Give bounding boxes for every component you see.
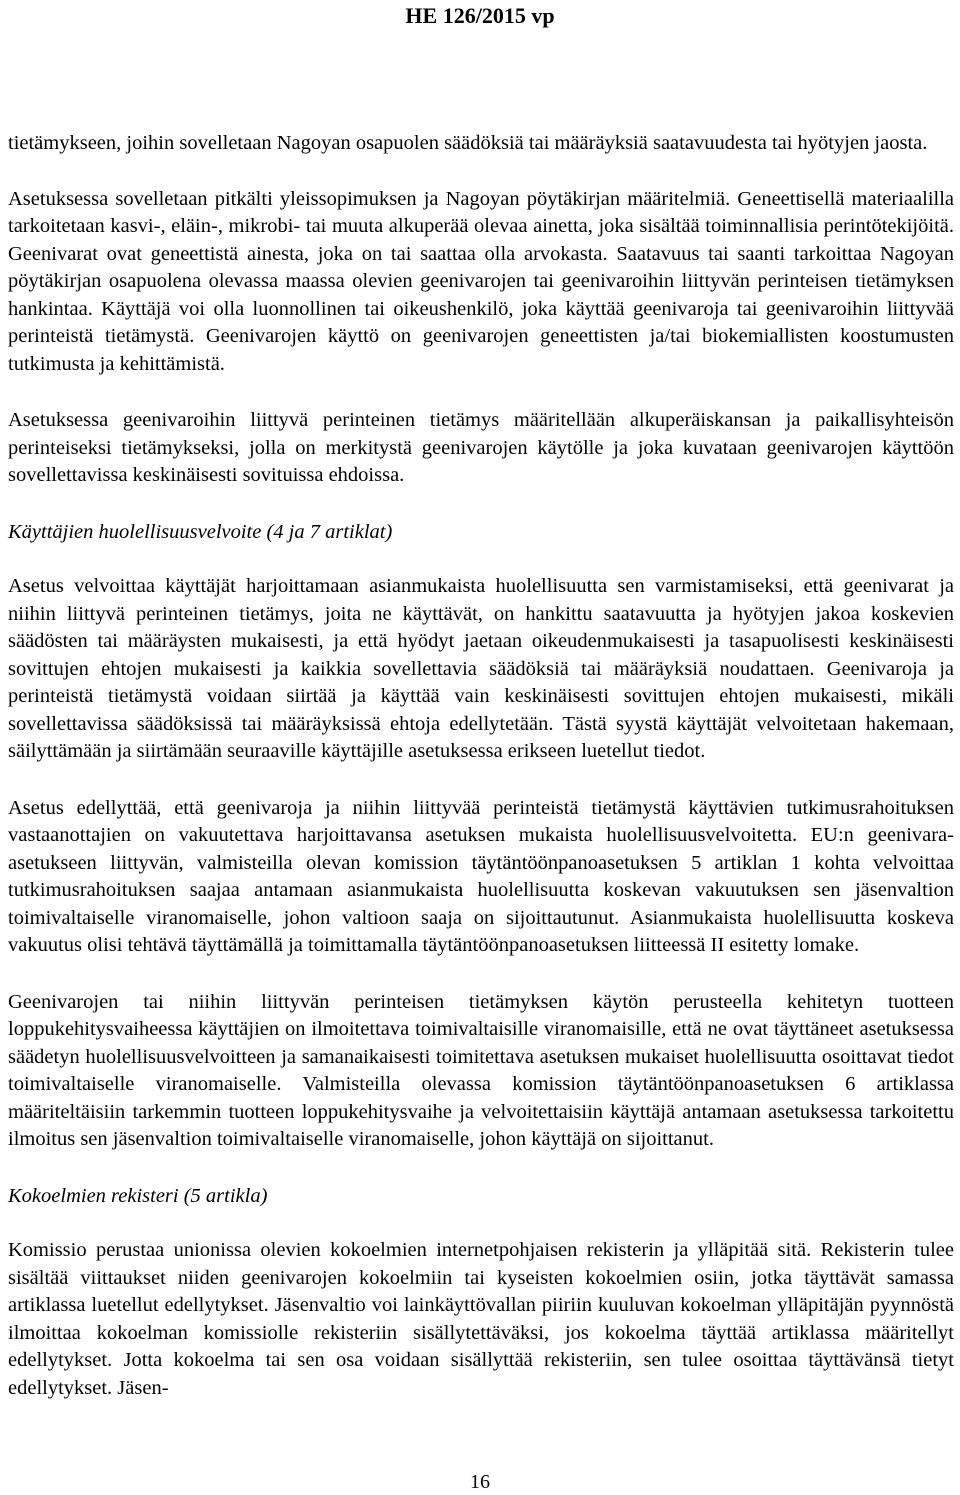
paragraph: Asetuksessa sovelletaan pitkälti yleissopimuksen ja Nagoyan pöytäkirjan määritelmiä. Geneettisellä materiaalilla tarkoitetaan kasvi-, eläin-, mikrobi- tai muuta alkuperää olevaa ainetta, joka sisältää toiminnallisia perintötekijöitä. Geenivarat ovat geneettistä ainesta, joka on tai saattaa olla arvokasta. Saatavuus tai saanti tarkoittaa Nagoyan pöytäkirjan osapuolena olevassa maassa olevien geenivarojen tai geenivaroihin liittyvän perinteisen tietämyksen hankintaa. Käyttäjä voi olla luonnollinen tai oikeushenkilö, joka käyttää geenivaroja tai geenivaroihin liittyvää perinteistä tietämystä. Geenivarojen käyttö on geenivarojen geneettisten ja/tai biokemiallisten koostumusten tutkimusta ja kehittämistä. — [8, 187, 954, 375]
paragraph: Asetus velvoittaa käyttäjät harjoittamaan asianmukaista huolellisuutta sen varmistamiseksi, että geenivarat ja niihin liittyvä perinteinen tietämys, joita ne käyttävät, on hankittu saatavuutta ja hyötyjen jakoa koskevien säädösten tai määräysten mukaisesti, ja että hyödyt jaetaan oikeudenmukaisesti ja tasapuolisesti keskinäisesti sovittujen ehtojen mukaisesti ja kaikkia sovellettavia säädöksiä tai määräyksiä noudattaen. Geenivaroja ja perinteistä tietämystä voidaan siirtää ja käyttää vain keskinäisesti sovittujen ehtojen mukaisesti, mikäli sovellettavissa säädöksissä tai määräyksissä ehtoja edellytetään. Tästä syystä käyttäjät velvoitetaan hakemaan, säilyttämään ja siirtämään seuraaville käyttäjille asetuksessa erikseen luetellut tiedot. — [8, 575, 954, 762]
section-heading: Käyttäjien huolellisuusvelvoite (4 ja 7 artiklat) — [8, 520, 393, 543]
page-number: 16 — [470, 1471, 490, 1493]
paragraph: Komissio perustaa unionissa olevien kokoelmien internetpohjaisen rekisterin ja ylläpitää sitä. Rekisterin tulee sisältää viittaukset niiden geenivarojen kokoelmiin tai kyseisten kokoelmien osiin, jotka täyttävät samassa artiklassa luetellut edellytykset. Jäsenvaltio voi lainkäyttövallan piiriin kuuluvan kokoelman ylläpitäjän pyynnöstä ilmoittaa kokoelman komissiolle rekisteriin sisällytettäväksi, jos kokoelma täyttää artiklassa määritellyt edellytykset. Jotta kokoelma tai sen osa voidaan sisällyttää rekisteriin, sen tulee osoittaa täyttävänsä tietyt edellytykset. Jäsen- — [8, 1239, 954, 1399]
paragraph: Asetus edellyttää, että geenivaroja ja niihin liittyvää perinteistä tietämystä käyttävien tutkimusrahoituksen vastaanottajien on vakuutettava harjoittavansa asetuksen mukaista huolellisuusvelvoitetta. EU:n geenivara-asetukseen liittyvän, valmisteilla olevan komission täytäntöönpanoasetuksen 5 artiklan 1 kohta velvoittaa tutkimusrahoituksen saajaa antamaan asianmukaista huolellisuutta koskevan vakuutuksen sen jäsenvaltion toimivaltaiselle viranomaiselle, johon valtioon saaja on sijoittautunut. Asianmukaista huolellisuutta koskeva vakuutus olisi tehtävä täyttämällä ja toimittamalla täytäntöönpanoasetuksen liitteessä II esitetty lomake. — [8, 796, 954, 956]
paragraph: Geenivarojen tai niihin liittyvän perinteisen tietämyksen käytön perusteella kehitetyn tuotteen loppukehitysvaiheessa käyttäjien on ilmoitettava toimivaltaisille viranomaisille, että ne ovat täyttäneet asetuksessa säädetyn huolellisuusvelvoitteen ja samanaikaisesti toimitettava asetuksen mukaiset huolellisuutta osoittavat tiedot toimivaltaiselle viranomaiselle. Valmisteilla olevassa komission täytäntöönpanoasetuksen 6 artiklassa määriteltäisiin tarkemmin tuotteen loppukehitysvaihe ja velvoitettaisiin käyttäjä antamaan asetuksessa tarkoitettu ilmoitus sen jäsenvaltion toimivaltaiselle viranomaiselle, johon käyttäjä on sijoittanut. — [8, 990, 954, 1150]
paragraph: Asetuksessa geenivaroihin liittyvä perinteinen tietämys määritellään alkuperäiskansan ja paikallisyhteisön perinteiseksi tietämykseksi, jolla on merkitystä geenivarojen käytölle ja joka kuvataan geenivarojen käyttöön sovellettavissa keskinäisesti sovituissa ehdoissa. — [8, 409, 954, 486]
document-header: HE 126/2015 vp — [405, 3, 555, 28]
section-heading: Kokoelmien rekisteri (5 artikla) — [8, 1184, 268, 1207]
document-body — [8, 130, 954, 1431]
paragraph: tietämykseen, joihin sovelletaan Nagoyan osapuolen säädöksiä tai määräyksiä saatavuudesta tai hyötyjen jaosta. — [8, 132, 928, 154]
